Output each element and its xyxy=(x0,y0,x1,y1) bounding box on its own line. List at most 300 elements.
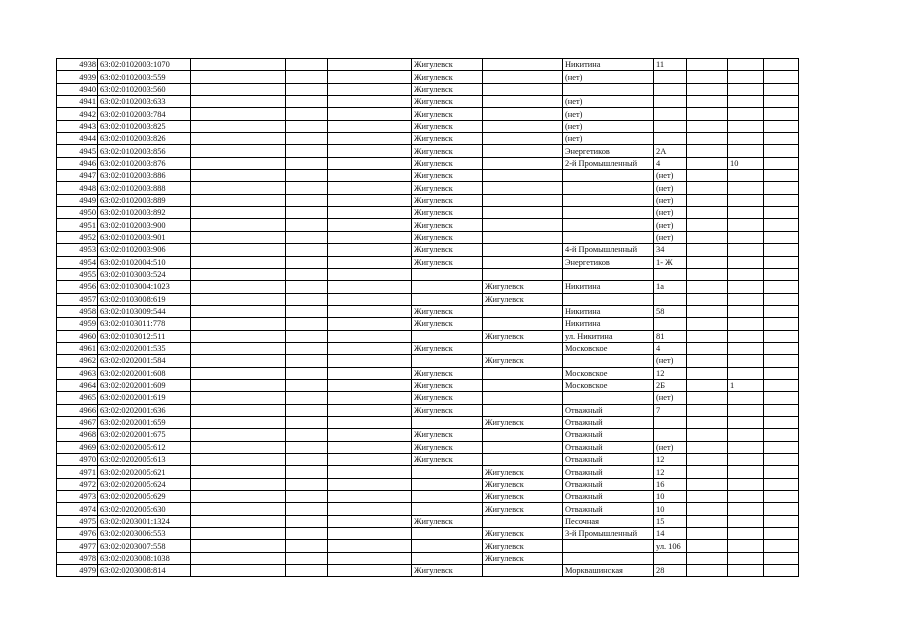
cell-extra xyxy=(764,540,799,552)
cell-extra xyxy=(764,256,799,268)
table-row xyxy=(57,441,799,453)
cell-col-3 xyxy=(191,342,286,354)
cell-city xyxy=(412,466,483,478)
cell-street: (нет) xyxy=(563,133,654,145)
cell-city: Жигулевск xyxy=(412,219,483,231)
cell-extra xyxy=(764,342,799,354)
cell-extra xyxy=(764,466,799,478)
cell-apartment xyxy=(728,120,764,132)
cell-col-4 xyxy=(286,528,328,540)
cell-col-3 xyxy=(191,540,286,552)
cell-col-5 xyxy=(328,466,412,478)
cell-extra xyxy=(764,157,799,169)
cell-col-3 xyxy=(191,231,286,243)
cell-city xyxy=(412,268,483,280)
table-row xyxy=(57,83,799,95)
cell-col-4 xyxy=(286,194,328,206)
cell-building xyxy=(687,392,728,404)
cell-cadastral-number: 63:02:0202001:619 xyxy=(98,392,191,404)
cell-street xyxy=(563,293,654,305)
cell-street: Отважный xyxy=(563,404,654,416)
cell-house: (нет) xyxy=(654,441,687,453)
cell-building xyxy=(687,83,728,95)
table-row xyxy=(57,367,799,379)
cell-extra xyxy=(764,318,799,330)
cell-col-3 xyxy=(191,478,286,490)
cell-cadastral-number: 63:02:0202001:535 xyxy=(98,342,191,354)
cell-building xyxy=(687,133,728,145)
cell-street: (нет) xyxy=(563,96,654,108)
cell-house: 4 xyxy=(654,157,687,169)
cell-apartment xyxy=(728,478,764,490)
cell-house: 2Б xyxy=(654,379,687,391)
cell-house xyxy=(654,71,687,83)
cell-house xyxy=(654,429,687,441)
cell-building xyxy=(687,207,728,219)
cell-apartment xyxy=(728,182,764,194)
cell-extra xyxy=(764,392,799,404)
cell-col-4 xyxy=(286,540,328,552)
cell-col-5 xyxy=(328,379,412,391)
cell-building xyxy=(687,120,728,132)
cell-row-number: 4954 xyxy=(57,256,98,268)
cell-building xyxy=(687,342,728,354)
table-row xyxy=(57,157,799,169)
cell-street: Московское xyxy=(563,379,654,391)
table-row xyxy=(57,244,799,256)
cell-street: Отважный xyxy=(563,478,654,490)
cell-house: (нет) xyxy=(654,355,687,367)
cell-street xyxy=(563,552,654,564)
cell-locality xyxy=(483,429,563,441)
cell-row-number: 4948 xyxy=(57,182,98,194)
cell-extra xyxy=(764,565,799,577)
cell-col-3 xyxy=(191,441,286,453)
cell-street: Песочная xyxy=(563,515,654,527)
cell-col-5 xyxy=(328,281,412,293)
cell-city: Жигулевск xyxy=(412,429,483,441)
cell-cadastral-number: 63:02:0203006:553 xyxy=(98,528,191,540)
cell-col-5 xyxy=(328,515,412,527)
cell-building xyxy=(687,355,728,367)
cell-col-4 xyxy=(286,305,328,317)
cell-cadastral-number: 63:02:0103003:524 xyxy=(98,268,191,280)
cell-cadastral-number: 63:02:0102003:560 xyxy=(98,83,191,95)
cell-row-number: 4956 xyxy=(57,281,98,293)
cell-col-5 xyxy=(328,565,412,577)
cell-building xyxy=(687,108,728,120)
cell-extra xyxy=(764,441,799,453)
table-row xyxy=(57,478,799,490)
cell-street: Отважный xyxy=(563,416,654,428)
cell-col-5 xyxy=(328,441,412,453)
cell-house: (нет) xyxy=(654,219,687,231)
table-row xyxy=(57,182,799,194)
cell-cadastral-number: 63:02:0103009:544 xyxy=(98,305,191,317)
cell-cadastral-number: 63:02:0102003:906 xyxy=(98,244,191,256)
cell-street: 4-й Промышленный xyxy=(563,244,654,256)
cell-col-4 xyxy=(286,565,328,577)
cell-col-3 xyxy=(191,429,286,441)
cell-locality: Жигулевск xyxy=(483,293,563,305)
cell-row-number: 4957 xyxy=(57,293,98,305)
cell-street: Отважный xyxy=(563,454,654,466)
cell-building xyxy=(687,466,728,478)
cell-building xyxy=(687,379,728,391)
cell-col-5 xyxy=(328,429,412,441)
cell-extra xyxy=(764,219,799,231)
cell-street: Никитина xyxy=(563,59,654,71)
table-row xyxy=(57,231,799,243)
cell-city xyxy=(412,281,483,293)
cell-house: 10 xyxy=(654,503,687,515)
cell-col-3 xyxy=(191,367,286,379)
cell-city: Жигулевск xyxy=(412,454,483,466)
cell-building xyxy=(687,454,728,466)
cell-col-4 xyxy=(286,182,328,194)
cell-col-5 xyxy=(328,392,412,404)
cell-row-number: 4964 xyxy=(57,379,98,391)
cell-house: (нет) xyxy=(654,392,687,404)
cell-col-3 xyxy=(191,194,286,206)
cell-cadastral-number: 63:02:0202005:630 xyxy=(98,503,191,515)
cell-col-4 xyxy=(286,478,328,490)
registry-table xyxy=(56,58,799,577)
cell-locality xyxy=(483,441,563,453)
cell-col-5 xyxy=(328,478,412,490)
cell-apartment xyxy=(728,565,764,577)
cell-cadastral-number: 63:02:0103008:619 xyxy=(98,293,191,305)
cell-col-3 xyxy=(191,157,286,169)
cell-building xyxy=(687,256,728,268)
cell-city: Жигулевск xyxy=(412,120,483,132)
cell-cadastral-number: 63:02:0102003:876 xyxy=(98,157,191,169)
cell-extra xyxy=(764,478,799,490)
cell-row-number: 4962 xyxy=(57,355,98,367)
cell-row-number: 4965 xyxy=(57,392,98,404)
cell-apartment xyxy=(728,219,764,231)
cell-col-3 xyxy=(191,120,286,132)
cell-col-4 xyxy=(286,379,328,391)
cell-cadastral-number: 63:02:0202001:636 xyxy=(98,404,191,416)
cell-col-4 xyxy=(286,404,328,416)
cell-city: Жигулевск xyxy=(412,194,483,206)
cell-city: Жигулевск xyxy=(412,515,483,527)
table-row xyxy=(57,318,799,330)
cell-col-5 xyxy=(328,244,412,256)
table-row xyxy=(57,268,799,280)
cell-street xyxy=(563,355,654,367)
cell-col-4 xyxy=(286,207,328,219)
cell-extra xyxy=(764,491,799,503)
cell-apartment xyxy=(728,441,764,453)
cell-col-3 xyxy=(191,355,286,367)
cell-house xyxy=(654,108,687,120)
table-body xyxy=(57,59,799,577)
cell-col-3 xyxy=(191,256,286,268)
cell-building xyxy=(687,281,728,293)
cell-col-4 xyxy=(286,429,328,441)
table-row xyxy=(57,404,799,416)
cell-cadastral-number: 63:02:0102003:856 xyxy=(98,145,191,157)
cell-row-number: 4953 xyxy=(57,244,98,256)
table-row xyxy=(57,120,799,132)
cell-locality xyxy=(483,133,563,145)
cell-building xyxy=(687,96,728,108)
cell-apartment xyxy=(728,293,764,305)
cell-city: Жигулевск xyxy=(412,342,483,354)
cell-city: Жигулевск xyxy=(412,392,483,404)
cell-col-5 xyxy=(328,404,412,416)
cell-locality xyxy=(483,207,563,219)
cell-city: Жигулевск xyxy=(412,256,483,268)
cell-city: Жигулевск xyxy=(412,565,483,577)
cell-cadastral-number: 63:02:0102003:784 xyxy=(98,108,191,120)
cell-row-number: 4939 xyxy=(57,71,98,83)
cell-extra xyxy=(764,170,799,182)
cell-apartment xyxy=(728,96,764,108)
table-row xyxy=(57,96,799,108)
cell-locality xyxy=(483,83,563,95)
cell-row-number: 4950 xyxy=(57,207,98,219)
cell-city: Жигулевск xyxy=(412,96,483,108)
cell-row-number: 4944 xyxy=(57,133,98,145)
table-row xyxy=(57,145,799,157)
cell-street: 3-й Промышленный xyxy=(563,528,654,540)
cell-locality: Жигулевск xyxy=(483,416,563,428)
table-row xyxy=(57,454,799,466)
cell-col-5 xyxy=(328,416,412,428)
cell-row-number: 4961 xyxy=(57,342,98,354)
cell-building xyxy=(687,330,728,342)
cell-col-3 xyxy=(191,170,286,182)
cell-apartment: 1 xyxy=(728,379,764,391)
cell-col-3 xyxy=(191,133,286,145)
cell-col-4 xyxy=(286,503,328,515)
cell-street xyxy=(563,194,654,206)
cell-row-number: 4938 xyxy=(57,59,98,71)
cell-house: 15 xyxy=(654,515,687,527)
cell-extra xyxy=(764,133,799,145)
cell-col-4 xyxy=(286,355,328,367)
table-row xyxy=(57,392,799,404)
cell-row-number: 4971 xyxy=(57,466,98,478)
cell-col-5 xyxy=(328,71,412,83)
cell-col-4 xyxy=(286,120,328,132)
cell-col-5 xyxy=(328,83,412,95)
cell-house: 1- Ж xyxy=(654,256,687,268)
cell-row-number: 4966 xyxy=(57,404,98,416)
cell-street: ул. Никитина xyxy=(563,330,654,342)
cell-extra xyxy=(764,59,799,71)
cell-cadastral-number: 63:02:0103012:511 xyxy=(98,330,191,342)
cell-city: Жигулевск xyxy=(412,318,483,330)
cell-cadastral-number: 63:02:0102003:892 xyxy=(98,207,191,219)
cell-building xyxy=(687,157,728,169)
cell-col-5 xyxy=(328,96,412,108)
cell-apartment xyxy=(728,342,764,354)
cell-city xyxy=(412,416,483,428)
cell-cadastral-number: 63:02:0202001:584 xyxy=(98,355,191,367)
cell-col-4 xyxy=(286,416,328,428)
cell-house: 28 xyxy=(654,565,687,577)
cell-extra xyxy=(764,108,799,120)
cell-apartment xyxy=(728,231,764,243)
cell-col-5 xyxy=(328,528,412,540)
table-row xyxy=(57,342,799,354)
cell-col-5 xyxy=(328,170,412,182)
cell-house: 2А xyxy=(654,145,687,157)
cell-row-number: 4976 xyxy=(57,528,98,540)
cell-building xyxy=(687,170,728,182)
cell-extra xyxy=(764,416,799,428)
cell-apartment xyxy=(728,194,764,206)
cell-house: (нет) xyxy=(654,207,687,219)
cell-city xyxy=(412,478,483,490)
cell-cadastral-number: 63:02:0202005:612 xyxy=(98,441,191,453)
cell-col-4 xyxy=(286,466,328,478)
cell-extra xyxy=(764,120,799,132)
cell-apartment xyxy=(728,71,764,83)
cell-extra xyxy=(764,268,799,280)
cell-apartment xyxy=(728,108,764,120)
cell-house xyxy=(654,120,687,132)
cell-extra xyxy=(764,429,799,441)
cell-apartment xyxy=(728,244,764,256)
cell-city: Жигулевск xyxy=(412,182,483,194)
cell-row-number: 4946 xyxy=(57,157,98,169)
cell-extra xyxy=(764,454,799,466)
cell-col-5 xyxy=(328,231,412,243)
cell-col-4 xyxy=(286,552,328,564)
cell-locality: Жигулевск xyxy=(483,503,563,515)
cell-city xyxy=(412,293,483,305)
cell-col-4 xyxy=(286,244,328,256)
cell-col-5 xyxy=(328,145,412,157)
cell-apartment xyxy=(728,491,764,503)
table-row xyxy=(57,503,799,515)
cell-extra xyxy=(764,367,799,379)
table-row xyxy=(57,540,799,552)
cell-apartment xyxy=(728,268,764,280)
cell-locality xyxy=(483,145,563,157)
table-row xyxy=(57,379,799,391)
cell-apartment xyxy=(728,145,764,157)
cell-building xyxy=(687,182,728,194)
cell-cadastral-number: 63:02:0102003:889 xyxy=(98,194,191,206)
cell-cadastral-number: 63:02:0103011:778 xyxy=(98,318,191,330)
cell-cadastral-number: 63:02:0203008:814 xyxy=(98,565,191,577)
cell-house xyxy=(654,96,687,108)
cell-street: Энергетиков xyxy=(563,256,654,268)
cell-row-number: 4942 xyxy=(57,108,98,120)
cell-building xyxy=(687,540,728,552)
cell-extra xyxy=(764,293,799,305)
cell-city: Жигулевск xyxy=(412,207,483,219)
cell-extra xyxy=(764,194,799,206)
cell-building xyxy=(687,268,728,280)
cell-apartment xyxy=(728,454,764,466)
cell-cadastral-number: 63:02:0102003:825 xyxy=(98,120,191,132)
cell-col-4 xyxy=(286,59,328,71)
cell-apartment xyxy=(728,528,764,540)
cell-city xyxy=(412,330,483,342)
cell-building xyxy=(687,528,728,540)
cell-col-3 xyxy=(191,96,286,108)
cell-row-number: 4949 xyxy=(57,194,98,206)
cell-city: Жигулевск xyxy=(412,133,483,145)
cell-col-4 xyxy=(286,330,328,342)
cell-cadastral-number: 63:02:0203007:558 xyxy=(98,540,191,552)
cell-locality: Жигулевск xyxy=(483,540,563,552)
cell-col-3 xyxy=(191,293,286,305)
cell-extra xyxy=(764,330,799,342)
cell-street xyxy=(563,83,654,95)
table-row xyxy=(57,133,799,145)
cell-col-3 xyxy=(191,219,286,231)
cell-extra xyxy=(764,231,799,243)
cell-street: Энергетиков xyxy=(563,145,654,157)
cell-apartment xyxy=(728,83,764,95)
cell-cadastral-number: 63:02:0202005:629 xyxy=(98,491,191,503)
cell-row-number: 4977 xyxy=(57,540,98,552)
cell-apartment xyxy=(728,540,764,552)
cell-house xyxy=(654,416,687,428)
cell-house xyxy=(654,293,687,305)
cell-house: 10 xyxy=(654,491,687,503)
cell-col-5 xyxy=(328,342,412,354)
table-row xyxy=(57,59,799,71)
cell-house: 58 xyxy=(654,305,687,317)
cell-apartment xyxy=(728,355,764,367)
cell-building xyxy=(687,404,728,416)
cell-col-5 xyxy=(328,120,412,132)
cell-col-4 xyxy=(286,454,328,466)
cell-col-5 xyxy=(328,552,412,564)
cell-street: Отважный xyxy=(563,441,654,453)
cell-locality xyxy=(483,318,563,330)
cell-col-5 xyxy=(328,491,412,503)
cell-locality xyxy=(483,108,563,120)
cell-cadastral-number: 63:02:0102004:510 xyxy=(98,256,191,268)
cell-house: 81 xyxy=(654,330,687,342)
cell-building xyxy=(687,491,728,503)
cell-house xyxy=(654,268,687,280)
cell-col-4 xyxy=(286,219,328,231)
cell-extra xyxy=(764,552,799,564)
cell-row-number: 4941 xyxy=(57,96,98,108)
cell-house: (нет) xyxy=(654,231,687,243)
cell-extra xyxy=(764,244,799,256)
cell-col-4 xyxy=(286,96,328,108)
cell-cadastral-number: 63:02:0202005:624 xyxy=(98,478,191,490)
cell-city xyxy=(412,355,483,367)
cell-locality xyxy=(483,454,563,466)
cell-house: 1а xyxy=(654,281,687,293)
cell-row-number: 4958 xyxy=(57,305,98,317)
cell-col-4 xyxy=(286,367,328,379)
cell-house: (нет) xyxy=(654,194,687,206)
cell-house: (нет) xyxy=(654,170,687,182)
cell-building xyxy=(687,367,728,379)
cell-street: Никитина xyxy=(563,281,654,293)
cell-city: Жигулевск xyxy=(412,441,483,453)
cell-locality xyxy=(483,256,563,268)
cell-building xyxy=(687,429,728,441)
cell-extra xyxy=(764,305,799,317)
table-row xyxy=(57,281,799,293)
cell-col-5 xyxy=(328,454,412,466)
